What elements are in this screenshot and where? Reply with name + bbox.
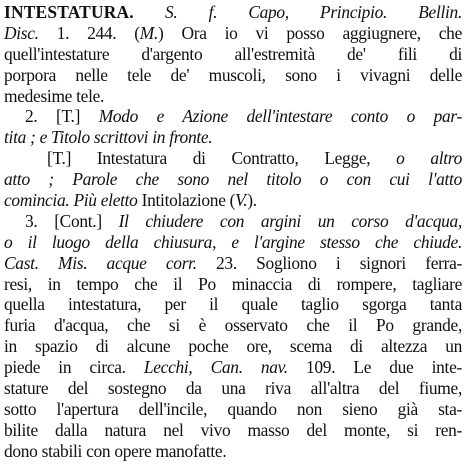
entry-text: ). xyxy=(247,190,257,211)
entry-line xyxy=(4,86,462,107)
entry-line xyxy=(4,190,462,211)
entry-text: Modo e Azione dell'intestare conto o par- xyxy=(98,106,462,127)
entry-line xyxy=(4,378,462,399)
entry-text: 2. [T.] xyxy=(25,106,99,127)
entry-line xyxy=(4,420,462,441)
entry-line xyxy=(4,169,462,190)
entry-line xyxy=(4,232,462,253)
entry-text: atto ; Parole che sono nel titolo o con cui l'atto xyxy=(4,169,462,190)
entry-line xyxy=(4,399,462,420)
entry-text: Lecchi, Can. nav. xyxy=(143,357,288,378)
entry-line xyxy=(4,2,462,23)
dictionary-entry xyxy=(4,2,462,466)
entry-text: piede in circa. xyxy=(4,357,144,378)
entry-text: sotto l'apertura dell'incile, quando non sieno già sta- xyxy=(4,398,462,419)
entry-text: ) Ora io vi posso aggiugnere, che xyxy=(158,22,462,43)
entry-text: Capo, Principio. Bellin. xyxy=(248,2,462,22)
entry-text: Il chiudere con argini un corso d'acqua, xyxy=(118,210,462,231)
entry-text: quell'intestature d'argento all'estremità de' fili di xyxy=(4,43,462,64)
entry-text: medesime tele. xyxy=(4,85,105,106)
entry-text: S. f. xyxy=(133,2,249,22)
entry-line xyxy=(4,315,462,336)
entry-line xyxy=(4,294,462,315)
entry-line xyxy=(4,253,462,274)
entry-line xyxy=(4,274,462,295)
entry-line xyxy=(4,44,462,65)
entry-text: 109. Le due inte- xyxy=(287,357,462,378)
entry-text: V. xyxy=(235,190,248,211)
entry-text: comincia. Più eletto xyxy=(4,190,138,211)
entry-line xyxy=(4,127,462,148)
entry-text: furia d'acqua, che si è osservato che il Po grande, xyxy=(4,315,462,336)
entry-line xyxy=(4,357,462,378)
entry-text: 3. [Cont.] xyxy=(25,210,119,231)
entry-text: porpora nelle tele de' muscoli, sono i vivagni delle xyxy=(4,64,462,85)
entry-line xyxy=(4,441,462,462)
entry-line xyxy=(4,65,462,86)
entry-text: Intitolazione ( xyxy=(137,190,236,211)
entry-line xyxy=(4,148,462,169)
entry-line xyxy=(4,336,462,357)
entry-line xyxy=(4,106,462,127)
entry-text: M. xyxy=(139,22,159,43)
entry-text: stature del sostegno da una riva all'altra del fiume, xyxy=(4,378,462,399)
entry-text: 1. 244. ( xyxy=(38,22,140,43)
entry-text: quella intestatura, per il quale taglio sgorga tanta xyxy=(4,294,462,315)
entry-text: dono stabili con opere manofatte. xyxy=(4,440,227,461)
entry-text: 23. Sogliono i signori ferra- xyxy=(196,252,462,273)
entry-text: o altro xyxy=(396,148,462,169)
entry-line xyxy=(4,211,462,232)
entry-text: Cast. Mis. acque corr. xyxy=(4,252,197,273)
entry-text: resi, in tempo che il Po minaccia di rompere, tagliare xyxy=(4,273,462,294)
entry-text: bilite dalla natura nel vivo masso del monte, si ren- xyxy=(4,419,462,440)
entry-text: Disc. xyxy=(4,22,39,43)
headword: INTESTATURA. xyxy=(4,2,134,22)
entry-text: tita ; e Titolo scrittovi in fronte. xyxy=(4,127,213,148)
entry-line xyxy=(4,23,462,44)
entry-text: in spazio di alcune poche ore, scema di altezza un xyxy=(4,336,462,357)
entry-text: [T.] Intestatura di Contratto, Legge, xyxy=(47,148,397,169)
entry-text: o il luogo della chiusura, e l'argine stesso che chiude. xyxy=(4,231,462,252)
